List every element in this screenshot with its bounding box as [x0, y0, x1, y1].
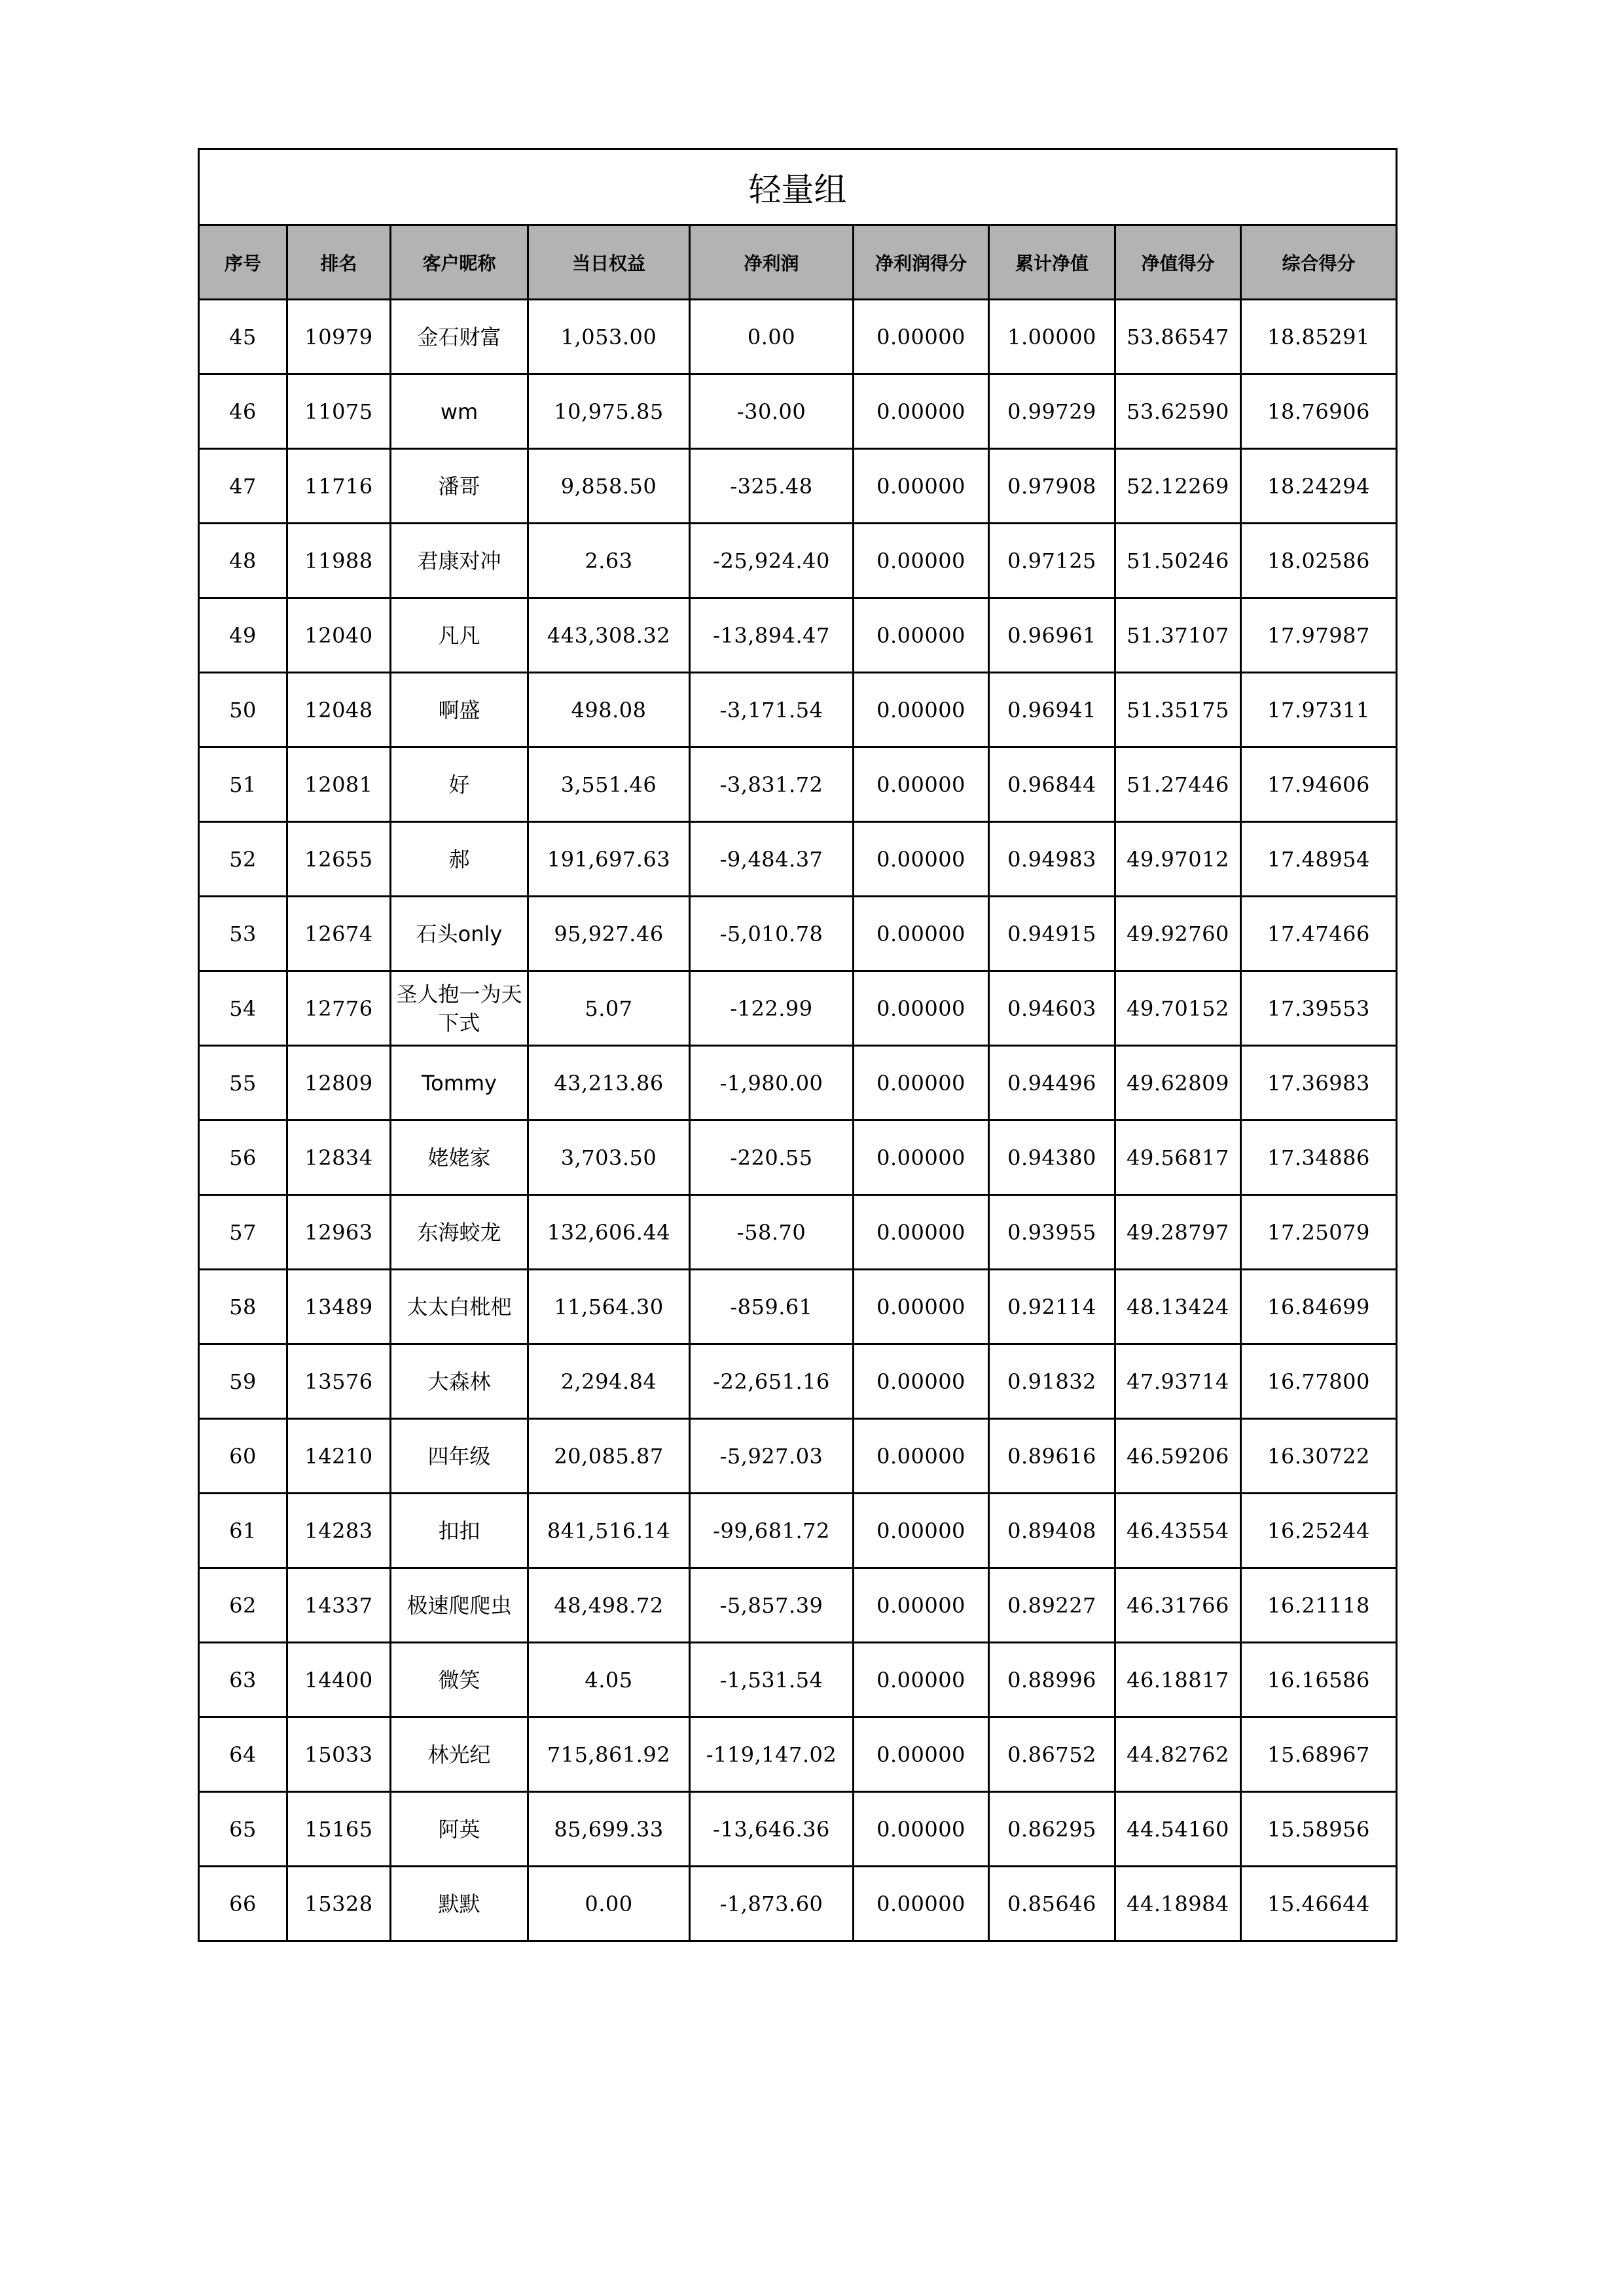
- rank-cell: 12048: [287, 673, 391, 747]
- net-profit-cell: -3,831.72: [690, 747, 854, 822]
- cumulative-nav-cell: 0.88996: [989, 1643, 1115, 1717]
- rank-cell: 12809: [287, 1046, 391, 1121]
- net-profit-cell: -13,646.36: [690, 1792, 854, 1867]
- total-score-cell: 15.46644: [1241, 1867, 1397, 1941]
- total-score-cell: 18.76906: [1241, 374, 1397, 449]
- table-row: [199, 1419, 1397, 1494]
- nav-score-cell: 53.62590: [1115, 374, 1241, 449]
- net-profit-score-cell: 0.00000: [854, 673, 989, 747]
- net-profit-score-cell: 0.00000: [854, 449, 989, 524]
- rank-cell: 13489: [287, 1270, 391, 1344]
- table-row: [199, 1792, 1397, 1867]
- net-profit-cell: -1,980.00: [690, 1046, 854, 1121]
- seq-cell: 62: [199, 1568, 287, 1643]
- nav-score-cell: 51.50246: [1115, 524, 1241, 598]
- net-profit-cell: -9,484.37: [690, 822, 854, 897]
- equity-cell: 715,861.92: [528, 1717, 690, 1792]
- equity-cell: 11,564.30: [528, 1270, 690, 1344]
- net-profit-cell: -25,924.40: [690, 524, 854, 598]
- table-row: [199, 1270, 1397, 1344]
- nav-score-cell: 47.93714: [1115, 1344, 1241, 1419]
- cumulative-nav-cell: 1.00000: [989, 300, 1115, 374]
- nickname-cell: Tommy: [391, 1046, 528, 1121]
- table-row: [199, 1195, 1397, 1270]
- nav-score-cell: 52.12269: [1115, 449, 1241, 524]
- cumulative-nav-cell: 0.96844: [989, 747, 1115, 822]
- seq-cell: 64: [199, 1717, 287, 1792]
- seq-cell: 50: [199, 673, 287, 747]
- nav-score-cell: 49.92760: [1115, 897, 1241, 971]
- total-score-cell: 17.36983: [1241, 1046, 1397, 1121]
- table-row: [199, 1568, 1397, 1643]
- net-profit-cell: -1,873.60: [690, 1867, 854, 1941]
- equity-cell: 10,975.85: [528, 374, 690, 449]
- equity-cell: 85,699.33: [528, 1792, 690, 1867]
- nav-score-cell: 48.13424: [1115, 1270, 1241, 1344]
- table-row: [199, 971, 1397, 1046]
- total-score-cell: 17.97987: [1241, 598, 1397, 673]
- equity-cell: 95,927.46: [528, 897, 690, 971]
- total-score-cell: 16.25244: [1241, 1494, 1397, 1568]
- rank-cell: 12776: [287, 971, 391, 1046]
- seq-cell: 48: [199, 524, 287, 598]
- nickname-cell: 姥姥家: [391, 1121, 528, 1195]
- nickname-cell: 好: [391, 747, 528, 822]
- table-row: [199, 374, 1397, 449]
- nickname-cell: 郝: [391, 822, 528, 897]
- header-seq: 序号: [199, 225, 287, 300]
- net-profit-score-cell: 0.00000: [854, 300, 989, 374]
- rank-cell: 15033: [287, 1717, 391, 1792]
- nav-score-cell: 51.35175: [1115, 673, 1241, 747]
- nav-score-cell: 49.56817: [1115, 1121, 1241, 1195]
- table-row: [199, 1494, 1397, 1568]
- cumulative-nav-cell: 0.89616: [989, 1419, 1115, 1494]
- equity-cell: 4.05: [528, 1643, 690, 1717]
- equity-cell: 9,858.50: [528, 449, 690, 524]
- seq-cell: 51: [199, 747, 287, 822]
- seq-cell: 53: [199, 897, 287, 971]
- equity-cell: 443,308.32: [528, 598, 690, 673]
- nav-score-cell: 51.37107: [1115, 598, 1241, 673]
- table-row: [199, 822, 1397, 897]
- equity-cell: 48,498.72: [528, 1568, 690, 1643]
- net-profit-score-cell: 0.00000: [854, 524, 989, 598]
- table-row: [199, 1643, 1397, 1717]
- rank-cell: 14400: [287, 1643, 391, 1717]
- net-profit-score-cell: 0.00000: [854, 1195, 989, 1270]
- nickname-cell: 极速爬爬虫: [391, 1568, 528, 1643]
- nickname-cell: 东海蛟龙: [391, 1195, 528, 1270]
- header-cumulative-nav: 累计净值: [989, 225, 1115, 300]
- nickname-cell: 圣人抱一为天下式: [391, 971, 528, 1046]
- net-profit-cell: -1,531.54: [690, 1643, 854, 1717]
- total-score-cell: 16.77800: [1241, 1344, 1397, 1419]
- table-row: [199, 300, 1397, 374]
- rank-cell: 11988: [287, 524, 391, 598]
- equity-cell: 20,085.87: [528, 1419, 690, 1494]
- seq-cell: 56: [199, 1121, 287, 1195]
- net-profit-cell: -5,857.39: [690, 1568, 854, 1643]
- nav-score-cell: 49.62809: [1115, 1046, 1241, 1121]
- nav-score-cell: 46.18817: [1115, 1643, 1241, 1717]
- seq-cell: 66: [199, 1867, 287, 1941]
- total-score-cell: 17.47466: [1241, 897, 1397, 971]
- rank-cell: 11716: [287, 449, 391, 524]
- nickname-cell: 潘哥: [391, 449, 528, 524]
- table-row: [199, 449, 1397, 524]
- net-profit-cell: -220.55: [690, 1121, 854, 1195]
- net-profit-score-cell: 0.00000: [854, 1494, 989, 1568]
- seq-cell: 55: [199, 1046, 287, 1121]
- equity-cell: 498.08: [528, 673, 690, 747]
- net-profit-score-cell: 0.00000: [854, 1717, 989, 1792]
- cumulative-nav-cell: 0.89408: [989, 1494, 1115, 1568]
- total-score-cell: 16.16586: [1241, 1643, 1397, 1717]
- cumulative-nav-cell: 0.96941: [989, 673, 1115, 747]
- table-row: [199, 1121, 1397, 1195]
- net-profit-score-cell: 0.00000: [854, 1046, 989, 1121]
- net-profit-cell: -325.48: [690, 449, 854, 524]
- seq-cell: 49: [199, 598, 287, 673]
- equity-cell: 1,053.00: [528, 300, 690, 374]
- net-profit-cell: -13,894.47: [690, 598, 854, 673]
- rank-cell: 12674: [287, 897, 391, 971]
- header-nickname: 客户昵称: [391, 225, 528, 300]
- header-equity: 当日权益: [528, 225, 690, 300]
- net-profit-score-cell: 0.00000: [854, 897, 989, 971]
- equity-cell: 43,213.86: [528, 1046, 690, 1121]
- net-profit-score-cell: 0.00000: [854, 1792, 989, 1867]
- net-profit-cell: 0.00: [690, 300, 854, 374]
- ranking-sheet: [198, 148, 1396, 1942]
- total-score-cell: 15.58956: [1241, 1792, 1397, 1867]
- seq-cell: 60: [199, 1419, 287, 1494]
- table-title: 轻量组: [199, 149, 1397, 225]
- nav-score-cell: 44.18984: [1115, 1867, 1241, 1941]
- rank-cell: 12081: [287, 747, 391, 822]
- cumulative-nav-cell: 0.94496: [989, 1046, 1115, 1121]
- table-row: [199, 1344, 1397, 1419]
- nav-score-cell: 46.59206: [1115, 1419, 1241, 1494]
- net-profit-score-cell: 0.00000: [854, 1568, 989, 1643]
- nickname-cell: 林光纪: [391, 1717, 528, 1792]
- rank-cell: 13576: [287, 1344, 391, 1419]
- cumulative-nav-cell: 0.97908: [989, 449, 1115, 524]
- equity-cell: 191,697.63: [528, 822, 690, 897]
- seq-cell: 61: [199, 1494, 287, 1568]
- header-net-profit-score: 净利润得分: [854, 225, 989, 300]
- nav-score-cell: 53.86547: [1115, 300, 1241, 374]
- seq-cell: 65: [199, 1792, 287, 1867]
- table-row: [199, 673, 1397, 747]
- total-score-cell: 15.68967: [1241, 1717, 1397, 1792]
- seq-cell: 46: [199, 374, 287, 449]
- nav-score-cell: 49.97012: [1115, 822, 1241, 897]
- equity-cell: 0.00: [528, 1867, 690, 1941]
- net-profit-score-cell: 0.00000: [854, 1344, 989, 1419]
- nav-score-cell: 51.27446: [1115, 747, 1241, 822]
- total-score-cell: 16.30722: [1241, 1419, 1397, 1494]
- net-profit-score-cell: 0.00000: [854, 598, 989, 673]
- total-score-cell: 17.25079: [1241, 1195, 1397, 1270]
- rank-cell: 12040: [287, 598, 391, 673]
- net-profit-score-cell: 0.00000: [854, 1419, 989, 1494]
- table-row: [199, 1867, 1397, 1941]
- net-profit-score-cell: 0.00000: [854, 747, 989, 822]
- cumulative-nav-cell: 0.86295: [989, 1792, 1115, 1867]
- rank-cell: 14210: [287, 1419, 391, 1494]
- nav-score-cell: 49.28797: [1115, 1195, 1241, 1270]
- rank-cell: 12963: [287, 1195, 391, 1270]
- nickname-cell: 石头only: [391, 897, 528, 971]
- rank-cell: 12655: [287, 822, 391, 897]
- equity-cell: 3,551.46: [528, 747, 690, 822]
- cumulative-nav-cell: 0.89227: [989, 1568, 1115, 1643]
- net-profit-cell: -859.61: [690, 1270, 854, 1344]
- total-score-cell: 17.97311: [1241, 673, 1397, 747]
- total-score-cell: 17.94606: [1241, 747, 1397, 822]
- seq-cell: 52: [199, 822, 287, 897]
- cumulative-nav-cell: 0.91832: [989, 1344, 1115, 1419]
- table-row: [199, 1046, 1397, 1121]
- table-body: [199, 300, 1397, 1941]
- cumulative-nav-cell: 0.96961: [989, 598, 1115, 673]
- equity-cell: 2.63: [528, 524, 690, 598]
- header-total-score: 综合得分: [1241, 225, 1397, 300]
- total-score-cell: 16.21118: [1241, 1568, 1397, 1643]
- nickname-cell: 太太白枇杷: [391, 1270, 528, 1344]
- cumulative-nav-cell: 0.94380: [989, 1121, 1115, 1195]
- net-profit-cell: -99,681.72: [690, 1494, 854, 1568]
- net-profit-cell: -5,927.03: [690, 1419, 854, 1494]
- nickname-cell: 凡凡: [391, 598, 528, 673]
- equity-cell: 841,516.14: [528, 1494, 690, 1568]
- seq-cell: 45: [199, 300, 287, 374]
- table-row: [199, 598, 1397, 673]
- nickname-cell: 扣扣: [391, 1494, 528, 1568]
- total-score-cell: 18.02586: [1241, 524, 1397, 598]
- rank-cell: 14283: [287, 1494, 391, 1568]
- total-score-cell: 17.34886: [1241, 1121, 1397, 1195]
- seq-cell: 57: [199, 1195, 287, 1270]
- total-score-cell: 18.85291: [1241, 300, 1397, 374]
- cumulative-nav-cell: 0.94915: [989, 897, 1115, 971]
- net-profit-score-cell: 0.00000: [854, 1867, 989, 1941]
- net-profit-score-cell: 0.00000: [854, 822, 989, 897]
- net-profit-cell: -30.00: [690, 374, 854, 449]
- cumulative-nav-cell: 0.94603: [989, 971, 1115, 1046]
- total-score-cell: 16.84699: [1241, 1270, 1397, 1344]
- header-rank: 排名: [287, 225, 391, 300]
- seq-cell: 47: [199, 449, 287, 524]
- total-score-cell: 17.48954: [1241, 822, 1397, 897]
- nav-score-cell: 46.31766: [1115, 1568, 1241, 1643]
- table-row: [199, 747, 1397, 822]
- net-profit-cell: -22,651.16: [690, 1344, 854, 1419]
- equity-cell: 3,703.50: [528, 1121, 690, 1195]
- seq-cell: 59: [199, 1344, 287, 1419]
- cumulative-nav-cell: 0.99729: [989, 374, 1115, 449]
- net-profit-score-cell: 0.00000: [854, 1121, 989, 1195]
- nickname-cell: 四年级: [391, 1419, 528, 1494]
- cumulative-nav-cell: 0.97125: [989, 524, 1115, 598]
- cumulative-nav-cell: 0.86752: [989, 1717, 1115, 1792]
- nav-score-cell: 44.54160: [1115, 1792, 1241, 1867]
- nickname-cell: 微笑: [391, 1643, 528, 1717]
- net-profit-score-cell: 0.00000: [854, 1270, 989, 1344]
- cumulative-nav-cell: 0.93955: [989, 1195, 1115, 1270]
- total-score-cell: 18.24294: [1241, 449, 1397, 524]
- nickname-cell: 大森林: [391, 1344, 528, 1419]
- nickname-cell: 君康对冲: [391, 524, 528, 598]
- ranking-table: [198, 148, 1398, 1942]
- nickname-cell: 默默: [391, 1867, 528, 1941]
- net-profit-cell: -5,010.78: [690, 897, 854, 971]
- net-profit-cell: -58.70: [690, 1195, 854, 1270]
- rank-cell: 15165: [287, 1792, 391, 1867]
- net-profit-score-cell: 0.00000: [854, 374, 989, 449]
- net-profit-cell: -3,171.54: [690, 673, 854, 747]
- nickname-cell: wm: [391, 374, 528, 449]
- header-net-profit: 净利润: [690, 225, 854, 300]
- equity-cell: 2,294.84: [528, 1344, 690, 1419]
- seq-cell: 63: [199, 1643, 287, 1717]
- cumulative-nav-cell: 0.85646: [989, 1867, 1115, 1941]
- table-row: [199, 524, 1397, 598]
- equity-cell: 132,606.44: [528, 1195, 690, 1270]
- net-profit-score-cell: 0.00000: [854, 1643, 989, 1717]
- net-profit-cell: -122.99: [690, 971, 854, 1046]
- equity-cell: 5.07: [528, 971, 690, 1046]
- total-score-cell: 17.39553: [1241, 971, 1397, 1046]
- net-profit-cell: -119,147.02: [690, 1717, 854, 1792]
- rank-cell: 10979: [287, 300, 391, 374]
- nickname-cell: 阿英: [391, 1792, 528, 1867]
- nav-score-cell: 49.70152: [1115, 971, 1241, 1046]
- net-profit-score-cell: 0.00000: [854, 971, 989, 1046]
- nav-score-cell: 46.43554: [1115, 1494, 1241, 1568]
- cumulative-nav-cell: 0.92114: [989, 1270, 1115, 1344]
- seq-cell: 54: [199, 971, 287, 1046]
- rank-cell: 12834: [287, 1121, 391, 1195]
- nav-score-cell: 44.82762: [1115, 1717, 1241, 1792]
- rank-cell: 15328: [287, 1867, 391, 1941]
- cumulative-nav-cell: 0.94983: [989, 822, 1115, 897]
- table-row: [199, 897, 1397, 971]
- rank-cell: 14337: [287, 1568, 391, 1643]
- header-row: [199, 225, 1397, 300]
- nickname-cell: 金石财富: [391, 300, 528, 374]
- header-nav-score: 净值得分: [1115, 225, 1241, 300]
- seq-cell: 58: [199, 1270, 287, 1344]
- table-row: [199, 1717, 1397, 1792]
- rank-cell: 11075: [287, 374, 391, 449]
- nickname-cell: 啊盛: [391, 673, 528, 747]
